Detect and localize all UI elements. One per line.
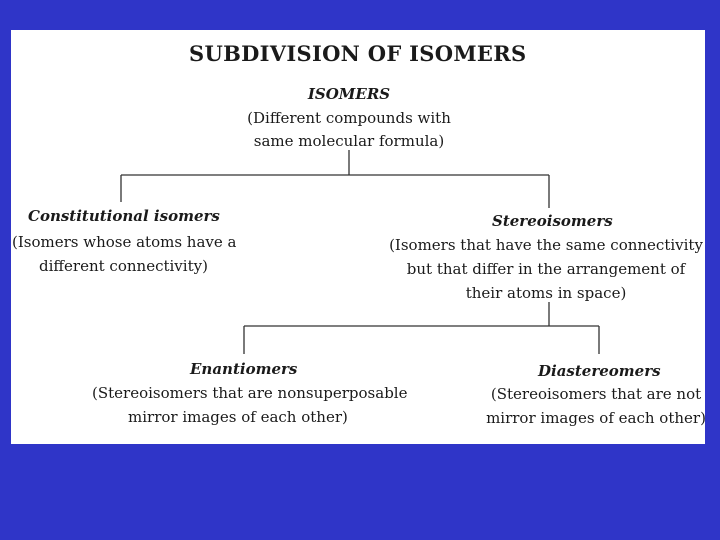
isomers-title: ISOMERS xyxy=(307,85,391,103)
enantiomers-desc-line2: mirror images of each other) xyxy=(128,408,348,426)
page-title: SUBDIVISION OF ISOMERS xyxy=(189,41,527,66)
diagram-panel xyxy=(11,30,705,444)
enantiomers-desc-line1: (Stereoisomers that are nonsuperposable xyxy=(92,384,408,402)
constitutional-desc-line1: (Isomers whose atoms have a xyxy=(12,233,237,251)
isomers-desc-line1: (Different compounds with xyxy=(247,109,451,127)
stereoisomers-desc-line3: their atoms in space) xyxy=(465,284,627,302)
stereoisomers-desc-line1: (Isomers that have the same connectivity xyxy=(389,236,703,254)
enantiomers-title: Enantiomers xyxy=(190,360,298,378)
diastereomers-desc-line2: mirror images of each other) xyxy=(486,409,706,427)
diastereomers-title: Diastereomers xyxy=(538,362,661,380)
constitutional-title: Constitutional isomers xyxy=(28,207,220,225)
stereoisomers-title: Stereoisomers xyxy=(492,212,613,230)
isomers-desc-line2: same molecular formula) xyxy=(253,132,445,150)
stereoisomers-desc-line2: but that differ in the arrangement of xyxy=(406,260,686,278)
diastereomers-desc-line1: (Stereoisomers that are not xyxy=(490,385,702,403)
constitutional-desc-line2: different connectivity) xyxy=(39,257,208,275)
